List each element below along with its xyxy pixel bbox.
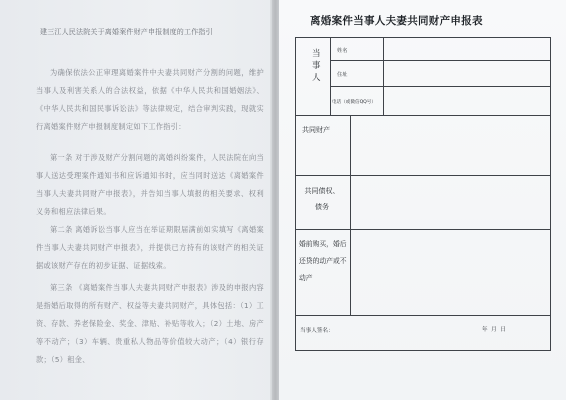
joint-property-value-cell[interactable] <box>350 115 551 176</box>
guidelines-page <box>0 0 272 400</box>
name-value-cell[interactable] <box>383 37 551 61</box>
guidelines-paragraph: 第一条 对于涉及财产分割问题的离婚纠纷案件，人民法院在向当事人送达受理案件通知书和应诉通知书时，应当同时送达《离婚案件当事人夫妻共同财产申报表》，并告知当事人填报的相关要求、权利义务和相应法律后果。 <box>36 153 264 216</box>
contact-value-cell[interactable] <box>383 86 551 116</box>
signature-label: 当事人签名： <box>300 328 334 334</box>
declaration-form-page <box>279 0 566 400</box>
address-label: 住址 <box>337 72 348 78</box>
guidelines-title: 建三江人民法院关于离婚案件财产申报制度的工作指引 <box>40 28 213 36</box>
signature-date-label: 年 月 日 <box>482 327 506 333</box>
contact-label: 电话（或微信QQ号） <box>332 100 376 105</box>
name-label: 姓名 <box>337 48 348 54</box>
guidelines-paragraph: 第二条 离婚诉讼当事人应当在举证期限届满前如实填写《离婚案件当事人夫妻共同财产申报表》，并提供已方持有的该财产的相关证据或该财产存在的初步证据、证据线索。 <box>36 225 264 270</box>
guidelines-paragraph: 为确保依法公正审理离婚案件中夫妻共同财产分割的问题，维护当事人及利害关系人的合法权益，依据《中华人民共和国婚姻法》、《中华人民共和国民事诉讼法》等法律规定，结合审判实践，现就实行离婚案件财产申报制度制定如下工作指引： <box>36 68 264 131</box>
joint-property-label: 共同财产 <box>302 126 330 134</box>
guidelines-paragraph: 第三条 《离婚案件当事人夫妻共同财产申报表》涉及的申报内容是指婚后取得的所有财产、权益等夫妻共同财产，具体包括：（1）工资、存款、养老保险金、奖金、津贴、补贴等收入；（2）土地、房产等不动产；（3）车辆、贵重私人物品等价值较大动产；（4）银行存款；（5）租金、 <box>36 283 264 364</box>
address-value-cell[interactable] <box>383 60 551 87</box>
joint-debt-value-cell[interactable] <box>350 175 551 230</box>
party-label: 当事人 <box>312 49 321 83</box>
premarital-value-cell[interactable] <box>350 229 551 316</box>
premarital-label: 婚前购买，婚后还贷的动产或不动产 <box>299 240 347 282</box>
joint-debt-label: 共同债权、债务 <box>304 187 340 211</box>
form-title: 离婚案件当事人夫妻共同财产申报表 <box>310 15 483 27</box>
